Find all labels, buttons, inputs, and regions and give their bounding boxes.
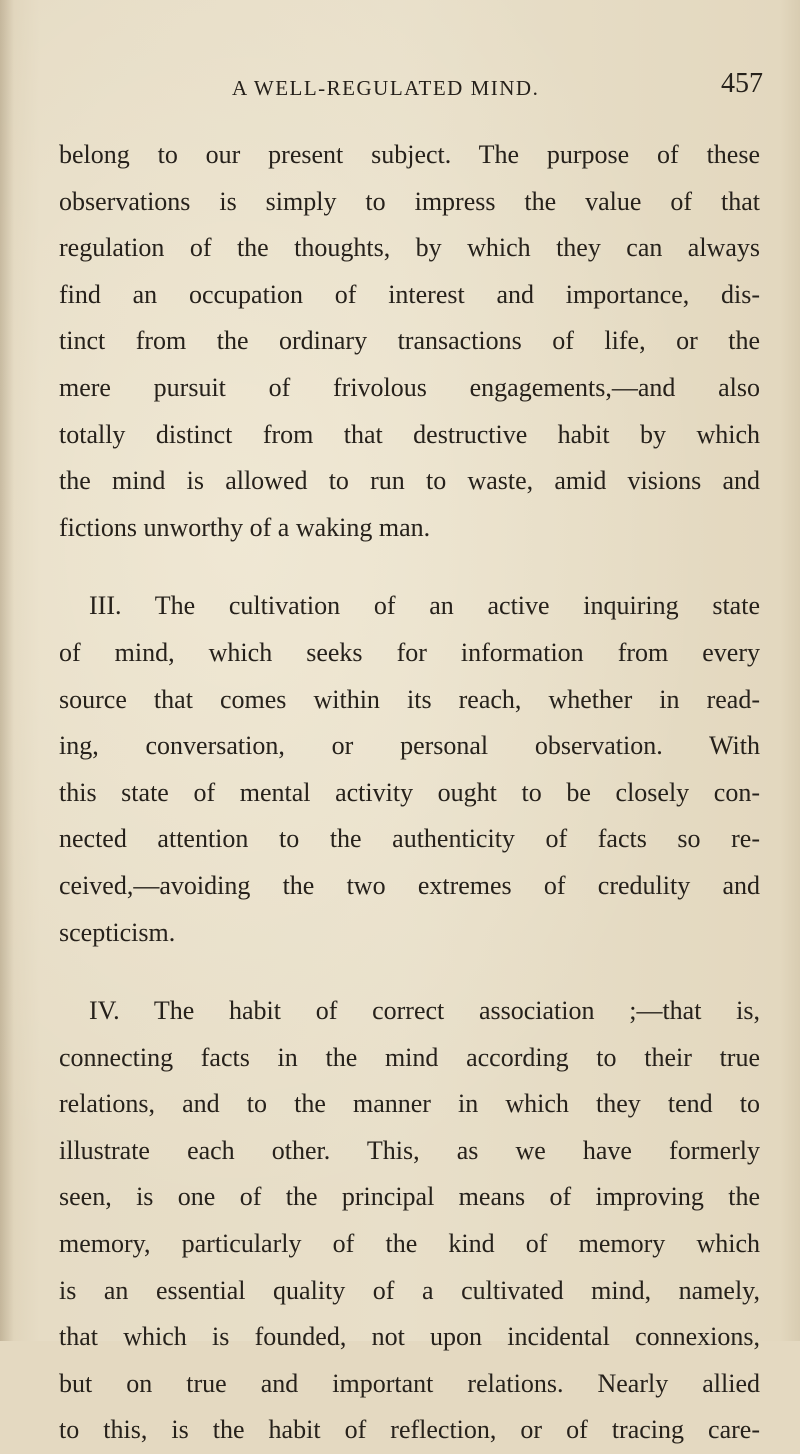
text-line: the mind is allowed to run to waste, amid visions and — [59, 466, 760, 496]
text-line: find an occupation of interest and importance, dis- — [59, 279, 760, 309]
text-line: illustrate each other. This, as we have formerly — [59, 1135, 760, 1165]
text-line: memory, particularly of the kind of memory which — [59, 1229, 760, 1259]
text-line: of mind, which seeks for information from every — [59, 637, 760, 667]
text-line: belong to our present subject. The purpose of these — [59, 140, 760, 169]
text-line: is an essential quality of a cultivated mind, namely, — [59, 1275, 760, 1305]
text-line: source that comes within its reach, whether in read- — [59, 684, 760, 714]
text-line: to this, is the habit of reflection, or of tracing care- — [59, 1415, 760, 1445]
body-text — [59, 132, 760, 1454]
text-line: nected attention to the authenticity of facts so re- — [59, 824, 760, 854]
text-line: observations is simply to impress the value of that — [59, 186, 760, 216]
text-line: connecting facts in the mind according to their true — [59, 1042, 760, 1072]
text-line: this state of mental activity ought to be closely con- — [59, 777, 760, 807]
running-head: A WELL-REGULATED MIND. — [232, 76, 540, 100]
page-number: 457 — [721, 68, 763, 99]
paragraph-continuation — [59, 132, 760, 551]
text-line: regulation of the thoughts, by which they can always — [59, 233, 760, 263]
text-line: totally distinct from that destructive habit by which — [59, 419, 760, 449]
text-line: IV. The habit of correct association ;—that is, — [89, 996, 760, 1026]
paragraph-iii — [59, 583, 760, 956]
text-line: seen, is one of the principal means of improving the — [59, 1182, 760, 1212]
paragraph-gap — [59, 956, 760, 988]
text-line: tinct from the ordinary transactions of life, or the — [59, 326, 760, 356]
paragraph-iv — [59, 988, 760, 1454]
text-line: fictions unworthy of a waking man. — [59, 512, 431, 542]
text-line: that which is founded, not upon incidental connexions, — [59, 1322, 760, 1352]
text-line: scepticism. — [59, 917, 176, 947]
page-gutter-shadow — [0, 0, 14, 1341]
text-line: III. The cultivation of an active inquiring state — [89, 591, 760, 621]
paragraph-gap — [59, 551, 760, 583]
text-line: ing, conversation, or personal observation. With — [59, 731, 760, 761]
text-line: but on true and important relations. Nearly allied — [59, 1368, 760, 1398]
text-line: relations, and to the manner in which they tend to — [59, 1089, 760, 1119]
text-line: mere pursuit of frivolous engagements,—and also — [59, 372, 760, 402]
text-line: ceived,—avoiding the two extremes of credulity and — [59, 870, 760, 900]
